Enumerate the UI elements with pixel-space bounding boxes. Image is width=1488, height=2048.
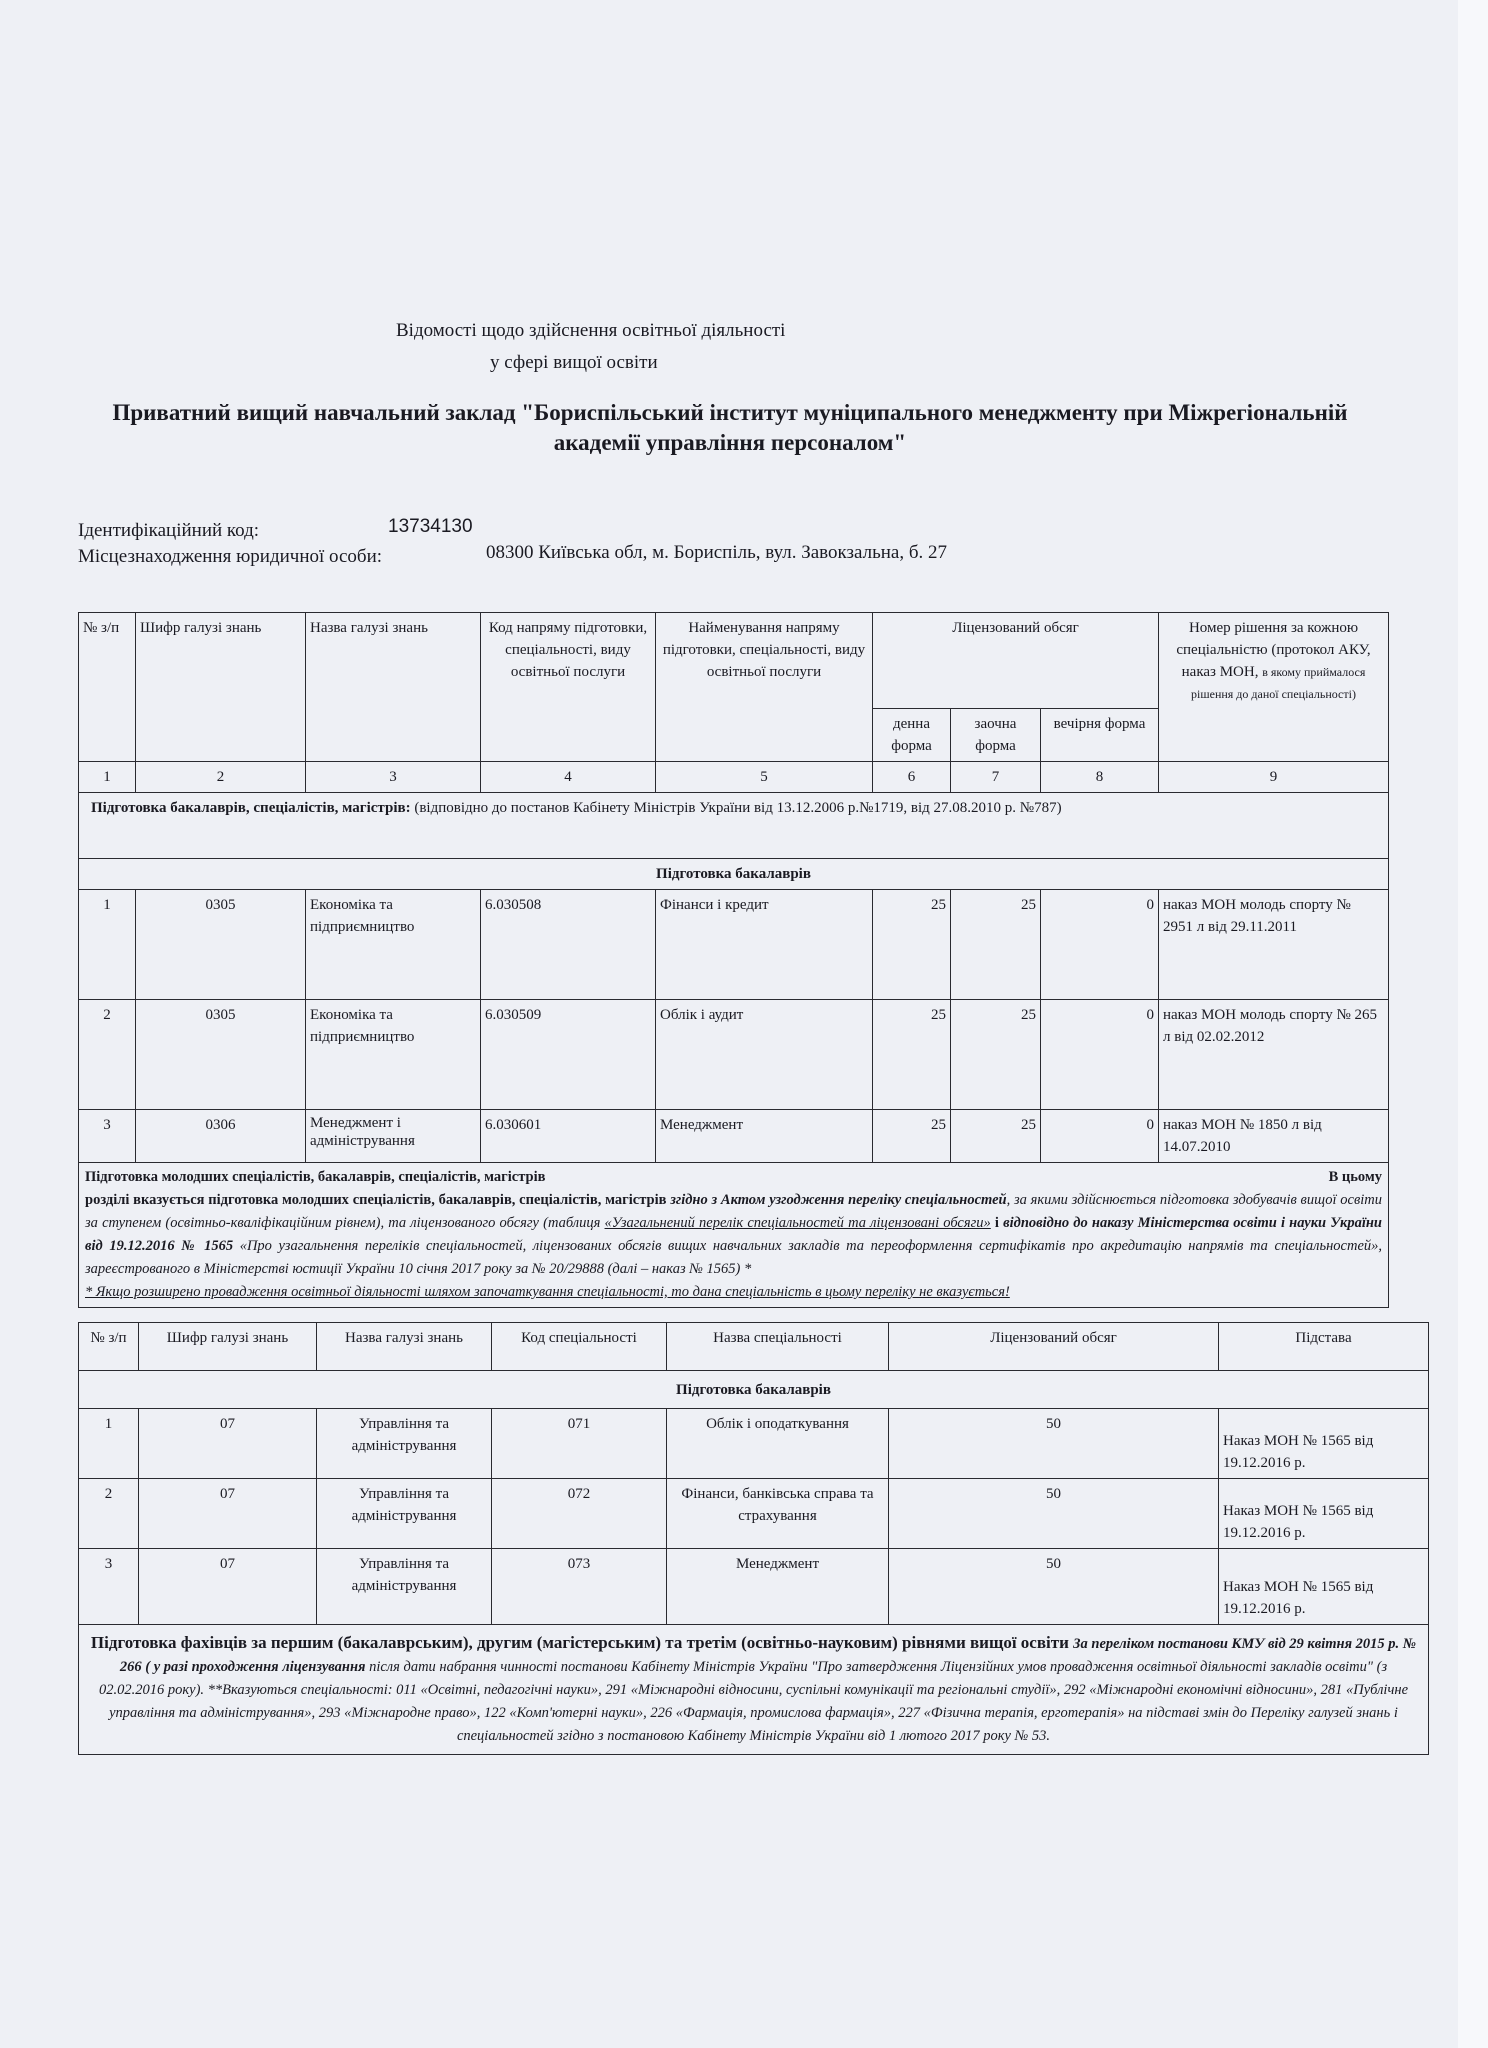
cell-code: 073 <box>492 1549 667 1625</box>
cell-field-name: Управління та адміністрування <box>317 1479 492 1549</box>
header-day-form: денна форма <box>873 709 951 762</box>
header-field-name: Назва галузі знань <box>306 613 481 762</box>
final-note-bold-italic: За переліком постанови КМУ від 29 квітня 2015 р. № 266 ( у разі проходження ліцензування <box>119 1636 1417 1675</box>
cell-volume: 50 <box>889 1549 1219 1625</box>
location-value: 08300 Київська обл, м. Бориспіль, вул. Завокзальна, б. 27 <box>486 542 948 563</box>
header-direction-name: Найменування напряму підготовки, спеціальності, виду освітньої послуги <box>656 613 873 762</box>
cell-name: Облік і оподаткування <box>667 1409 889 1479</box>
cell-name: Фінанси, банківська справа та страхування <box>667 1479 889 1549</box>
document-header-line1: Відомості щодо здійснення освітньої діяльності <box>396 320 786 341</box>
cell-evening: 0 <box>1041 1110 1159 1163</box>
header-decision-small: в якому приймалося рішення до даної спеціальності) <box>1191 665 1366 701</box>
header-num: № з/п <box>79 613 136 762</box>
cell-code: 071 <box>492 1409 667 1479</box>
cell-num: 1 <box>79 1409 139 1479</box>
table-row <box>79 890 1389 1000</box>
table-row <box>79 1549 1429 1625</box>
note-body <box>85 1189 1382 1281</box>
header-basis: Підстава <box>1219 1323 1429 1371</box>
table-header-row <box>79 1323 1429 1371</box>
col-num: 1 <box>79 762 136 793</box>
col-num: 3 <box>306 762 481 793</box>
cell-evening: 0 <box>1041 890 1159 1000</box>
cell-num: 2 <box>79 1479 139 1549</box>
header-licensed-volume: Ліцензований обсяг <box>873 613 1159 709</box>
col-num: 6 <box>873 762 951 793</box>
cell-day: 25 <box>873 890 951 1000</box>
cell-decision: наказ МОН молодь спорту № 2951 л від 29.11.2011 <box>1159 890 1389 1000</box>
licensing-table-new <box>78 1322 1429 1755</box>
note-footnote: * Якщо розширено провадження освітньої діяльності шляхом започаткування спеціальності, то дана спеціальність в цьому переліку не вказується! <box>85 1284 1010 1300</box>
cell-field-name: Управління та адміністрування <box>317 1549 492 1625</box>
table-row <box>79 1110 1389 1163</box>
section-title-rest: (відповідно до постанов Кабінету Міністрів України від 13.12.2006 р.№1719, від 27.08.2010 р. №787) <box>410 800 1062 816</box>
header-specialty-code: Код спеціальності <box>492 1323 667 1371</box>
cell-name: Менеджмент <box>667 1549 889 1625</box>
table-header-row <box>79 613 1389 709</box>
note-title-line <box>85 1166 1382 1189</box>
cell-correspondence: 25 <box>951 1110 1041 1163</box>
header-num: № з/п <box>79 1323 139 1371</box>
header-field-code: Шифр галузі знань <box>136 613 306 762</box>
subsection-bachelors: Підготовка бакалаврів <box>79 1371 1429 1409</box>
header-direction-code: Код напряму підготовки, спеціальності, виду освітньої послуги <box>481 613 656 762</box>
organization-title: Приватний вищий навчальний заклад "Бориспільський інститут муніципального менеджменту при Міжрегіональній академії управління персоналом" <box>112 400 1348 455</box>
cell-num: 2 <box>79 1000 136 1110</box>
cell-field-code: 0306 <box>136 1110 306 1163</box>
cell-code: 6.030508 <box>481 890 656 1000</box>
cell-field-code: 07 <box>139 1549 317 1625</box>
note-bold: розділі вказується підготовка молодших спеціалістів, бакалаврів, спеціалістів, магістрів <box>85 1192 671 1208</box>
licensing-table-old <box>78 612 1389 1308</box>
cell-basis: Наказ МОН № 1565 від 19.12.2016 р. <box>1219 1479 1429 1549</box>
section-title-bold: Підготовка бакалаврів, спеціалістів, магістрів: <box>91 800 411 816</box>
final-note-row <box>79 1625 1429 1755</box>
column-number-row <box>79 762 1389 793</box>
cell-name: Менеджмент <box>656 1110 873 1163</box>
header-correspondence-form: заочна форма <box>951 709 1041 762</box>
cell-field-code: 0305 <box>136 1000 306 1110</box>
col-num: 9 <box>1159 762 1389 793</box>
cell-code: 072 <box>492 1479 667 1549</box>
note-underlined: «Узагальнений перелік спеціальностей та ліцензовані обсяги» <box>604 1215 991 1231</box>
cell-name: Облік і аудит <box>656 1000 873 1110</box>
table-row <box>79 1000 1389 1110</box>
subsection-bachelors: Підготовка бакалаврів <box>79 859 1389 890</box>
cell-field-code: 07 <box>139 1409 317 1479</box>
cell-name: Фінанси і кредит <box>656 890 873 1000</box>
cell-basis: Наказ МОН № 1565 від 19.12.2016 р. <box>1219 1549 1429 1625</box>
table-row <box>79 1409 1429 1479</box>
cell-day: 25 <box>873 1000 951 1110</box>
section-title-row <box>79 793 1389 859</box>
header-decision-number <box>1159 613 1389 762</box>
cell-code: 6.030509 <box>481 1000 656 1110</box>
subsection-row <box>79 859 1389 890</box>
note-bold-italic-2: відповідно до наказу Міністерства освіти і науки України від 19.12.2016 № 1565 <box>85 1215 1382 1254</box>
page-edge <box>1458 0 1488 2048</box>
col-num: 2 <box>136 762 306 793</box>
cell-correspondence: 25 <box>951 890 1041 1000</box>
location-label: Місцезнаходження юридичної особи: <box>78 546 383 567</box>
cell-evening: 0 <box>1041 1000 1159 1110</box>
cell-basis: Наказ МОН № 1565 від 19.12.2016 р. <box>1219 1409 1429 1479</box>
cell-field-name: Управління та адміністрування <box>317 1409 492 1479</box>
cell-field-name: Економіка та підприємництво <box>306 890 481 1000</box>
table-row <box>79 1479 1429 1549</box>
cell-decision: наказ МОН № 1850 л від 14.07.2010 <box>1159 1110 1389 1163</box>
id-code-label: Ідентифікаційний код: <box>78 520 260 541</box>
final-note <box>79 1625 1429 1755</box>
cell-volume: 50 <box>889 1409 1219 1479</box>
note-section-row <box>79 1163 1389 1308</box>
note-italic-2: «Про узагальнення переліків спеціальностей, ліцензованих обсягів вищих навчальних закладів та переоформлення сертифікатів про акредитацію напрямів та спеціальностей», зареєстрованого в Міністерстві юстиції України 10 січня 2017 року за № 20/29888 (далі – наказ № 1565) * <box>85 1238 1383 1277</box>
cell-num: 3 <box>79 1549 139 1625</box>
subsection-row <box>79 1371 1429 1409</box>
col-num: 5 <box>656 762 873 793</box>
note-title: Підготовка молодших спеціалістів, бакалаврів, спеціалістів, магістрів <box>85 1169 546 1185</box>
header-evening-form: вечірня форма <box>1041 709 1159 762</box>
note-bold-italic: згідно з Актом узгодження переліку спеціальностей <box>670 1192 1007 1208</box>
cell-code: 6.030601 <box>481 1110 656 1163</box>
col-num: 4 <box>481 762 656 793</box>
cell-correspondence: 25 <box>951 1000 1041 1110</box>
header-field-code: Шифр галузі знань <box>139 1323 317 1371</box>
col-num: 7 <box>951 762 1041 793</box>
cell-field-code: 07 <box>139 1479 317 1549</box>
note-and: і <box>990 1215 1004 1231</box>
header-licensed-volume: Ліцензований обсяг <box>889 1323 1219 1371</box>
cell-field-code: 0305 <box>136 890 306 1000</box>
final-note-italic: після дати набрання чинності постанови Кабінету Міністрів України "Про затвердження Ліцензійних умов провадження освітньої діяльності закладів освіти" (з 02.02.2016 року). **Вказуються спеціальності: 011 «Освітні, педагогічні науки», 291 «Міжнародні відносини, суспільні комунікації та регіональні студії», 292 «Міжнародні економічні відносини», 281 «Публічне управління та адміністрування», 293 «Міжнародне право», 122 «Комп'ютерні науки», 226 «Фармація, промислова фармація», 227 «Фізична терапія, ерготерапія» на підставі змін до Переліку галузей знань і спеціальностей згідно з постановою Кабінету Міністрів України від 1 лютого 2017 року № 53. <box>98 1659 1409 1744</box>
note-right: В цьому <box>1328 1169 1382 1185</box>
header-decision-main: Номер рішення за кожною спеціальністю (протокол АКУ, наказ МОН, <box>1176 620 1371 680</box>
final-note-bold: Підготовка фахівців за першим (бакалаврським), другим (магістерським) та третім (освітньо-науковим) рівнями вищої освіти <box>90 1633 1074 1652</box>
cell-num: 3 <box>79 1110 136 1163</box>
note-section <box>79 1163 1389 1308</box>
document-header-line2: у сфері вищої освіти <box>490 352 658 373</box>
note-italic: , за якими здійснюється підготовка здобувачів вищої освіти за ступенем (освітньо-кваліфікаційним рівнем), та ліцензованого обсягу (таблиця <box>85 1192 1382 1231</box>
cell-decision: наказ МОН молодь спорту № 265 л від 02.02.2012 <box>1159 1000 1389 1110</box>
header-field-name: Назва галузі знань <box>317 1323 492 1371</box>
cell-day: 25 <box>873 1110 951 1163</box>
cell-field-name: Економіка та підприємництво <box>306 1000 481 1110</box>
header-specialty-name: Назва спеціальності <box>667 1323 889 1371</box>
col-num: 8 <box>1041 762 1159 793</box>
cell-field-name: Менеджмент і адміністрування <box>306 1110 481 1163</box>
cell-num: 1 <box>79 890 136 1000</box>
id-code-value: 13734130 <box>388 516 473 537</box>
cell-volume: 50 <box>889 1479 1219 1549</box>
section-title <box>79 793 1389 859</box>
